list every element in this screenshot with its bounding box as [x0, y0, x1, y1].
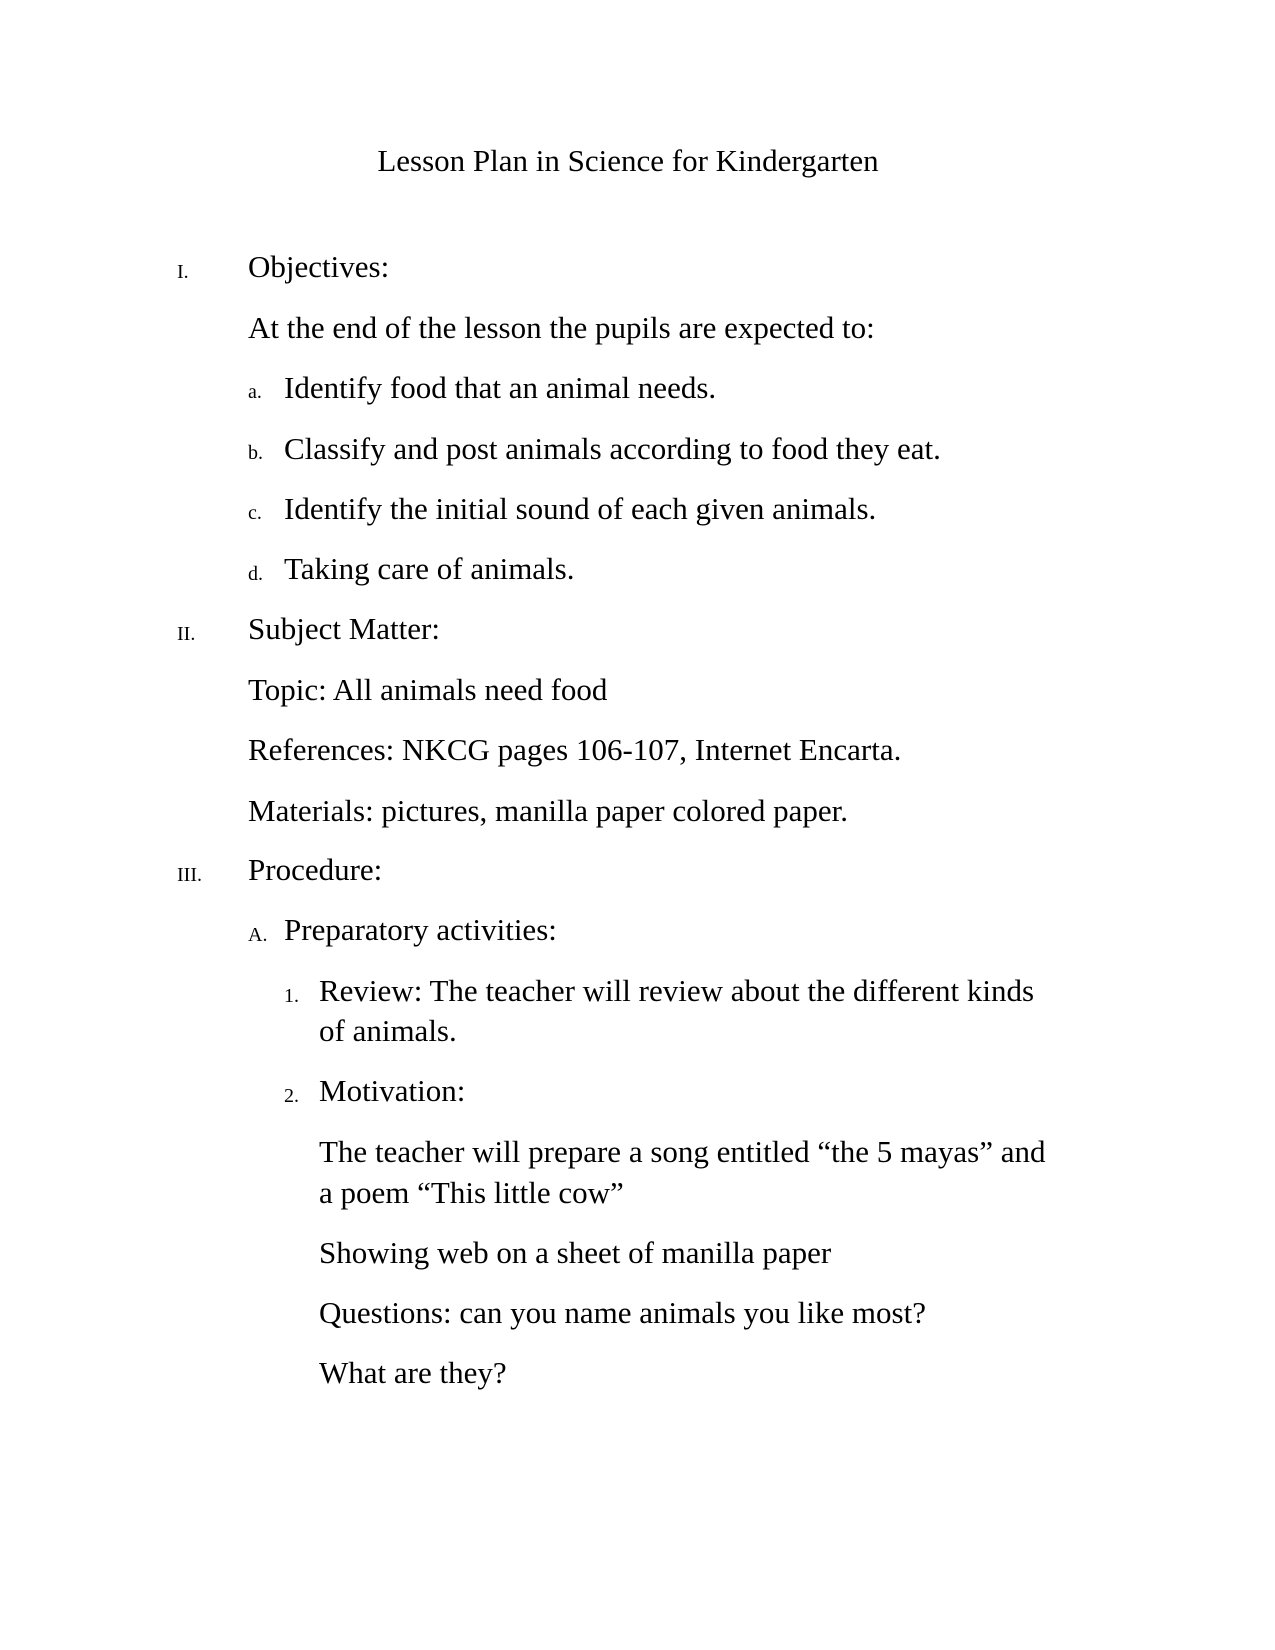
objectives-intro: At the end of the lesson the pupils are expected to: — [248, 310, 875, 345]
objective-marker: a. — [248, 381, 262, 403]
objective-item: Taking care of animals. — [284, 551, 575, 586]
subsection-marker: A. — [248, 924, 268, 946]
motivation-paragraph: The teacher will prepare a song entitled “the 5 mayas” and — [319, 1134, 1046, 1169]
motivation-paragraph: a poem “This little cow” — [319, 1175, 624, 1210]
section-heading-procedure: Procedure: — [248, 852, 383, 887]
motivation-line: Questions: can you name animals you like most? — [319, 1295, 926, 1330]
objective-marker: d. — [248, 563, 263, 585]
subject-matter-materials: Materials: pictures, manilla paper colored paper. — [248, 793, 848, 828]
objective-item: Classify and post animals according to food they eat. — [284, 431, 941, 466]
subsection-heading-preparatory: Preparatory activities: — [284, 912, 557, 947]
step-marker: 1. — [284, 985, 299, 1007]
objective-marker: c. — [248, 502, 262, 524]
objective-marker: b. — [248, 442, 263, 464]
section-marker-objectives: I. — [177, 261, 189, 283]
objective-item: Identify food that an animal needs. — [284, 370, 717, 405]
section-marker-procedure: III. — [177, 864, 202, 886]
section-heading-subject-matter: Subject Matter: — [248, 611, 440, 646]
page-title: Lesson Plan in Science for Kindergarten — [377, 143, 879, 178]
motivation-line: Showing web on a sheet of manilla paper — [319, 1235, 832, 1270]
step-marker: 2. — [284, 1085, 299, 1107]
step-review-text: of animals. — [319, 1013, 457, 1048]
objective-item: Identify the initial sound of each given animals. — [284, 491, 877, 526]
section-heading-objectives: Objectives: — [248, 249, 390, 284]
motivation-line: What are they? — [319, 1355, 507, 1390]
step-review-text: Review: The teacher will review about the different kinds — [319, 973, 1035, 1008]
subject-matter-references: References: NKCG pages 106-107, Internet Encarta. — [248, 732, 902, 767]
section-marker-subject-matter: II. — [177, 623, 196, 645]
subject-matter-topic: Topic: All animals need food — [248, 672, 608, 707]
step-motivation-heading: Motivation: — [319, 1073, 466, 1108]
